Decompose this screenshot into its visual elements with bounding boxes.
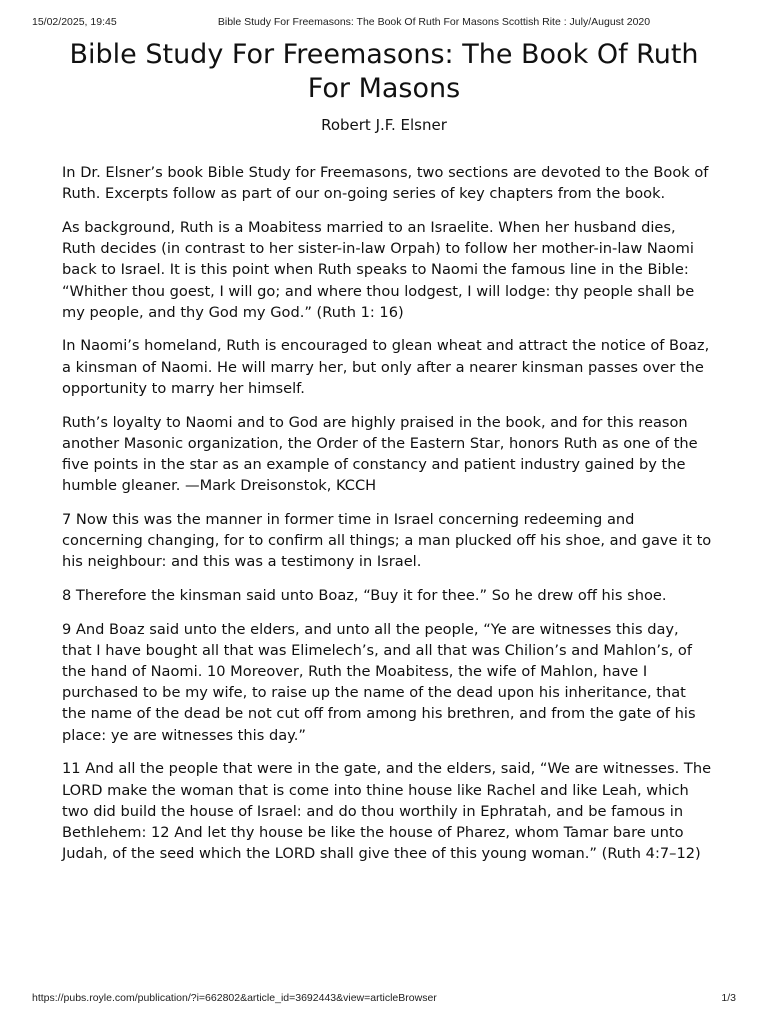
article-author: Robert J.F. Elsner xyxy=(321,116,447,134)
print-footer xyxy=(32,992,736,1006)
article-paragraph: Ruth’s loyalty to Naomi and to God are highly praised in the book, and for this reason another Masonic organization, the Order of the Eastern Star, honors Ruth as one of the five points in the star as an example of constancy and patient industry gained by the humble gleaner. —Mark Dreisonstok, KCCH xyxy=(62,413,698,495)
article-paragraph: 11 And all the people that were in the gate, and the elders, said, “We are witnesses. The LORD make the woman that is come into thine house like Rachel and like Leah, which two did build the house of Israel: and do thou worthily in Ephratah, and be famous in Bethlehem: 12 And let thy house be like the house of Pharez, whom Tamar bare unto Judah, of the seed which the LORD shall give thee of this young woman.” (Ruth 4:7–12) xyxy=(62,760,712,863)
print-header xyxy=(32,16,736,30)
article-paragraph: In Naomi’s homeland, Ruth is encouraged to glean wheat and attract the notice of Boaz, a kinsman of Naomi. He will marry her, but only after a nearer kinsman passes over the opportunity to marry her himself. xyxy=(62,337,710,397)
print-datetime: 15/02/2025, 19:45 xyxy=(32,16,117,28)
article-paragraph: In Dr. Elsner’s book Bible Study for Freemasons, two sections are devoted to the Book of Ruth. Excerpts follow as part of our on-going series of key chapters from the book. xyxy=(62,164,709,203)
article-title: Bible Study For Freemasons: The Book Of Ruth For Masons xyxy=(69,39,699,104)
article-body xyxy=(62,162,712,877)
print-page-title: Bible Study For Freemasons: The Book Of Ruth For Masons Scottish Rite : July/August 2020 xyxy=(217,16,651,28)
article-paragraph: 7 Now this was the manner in former time in Israel concerning redeeming and concerning changing, for to confirm all things; a man plucked off his shoe, and gave it to his neighbour: and this was a testimony in Israel. xyxy=(62,510,712,571)
page-number: 1/3 xyxy=(721,992,736,1004)
print-url: https://pubs.royle.com/publication/?i=662802&article_id=3692443&view=articleBrowser xyxy=(32,992,437,1004)
article-paragraph: 9 And Boaz said unto the elders, and unto all the people, “Ye are witnesses this day, that I have bought all that was Elimelech’s, and all that was Chilion’s and Mahlon’s, of the hand of Naomi. 10 Moreover, Ruth the Moabitess, the wife of Mahlon, have I purchased to be my wife, to raise up the name of the dead upon his inheritance, that the name of the dead be not cut off from among his brethren, and from the gate of his place: ye are witnesses this day.” xyxy=(62,620,696,744)
article-paragraph: 8 Therefore the kinsman said unto Boaz, “Buy it for thee.” So he drew off his shoe. xyxy=(62,586,667,604)
article-paragraph: As background, Ruth is a Moabitess married to an Israelite. When her husband dies, Ruth decides (in contrast to her sister-in-law Orpah) to follow her mother-in-law Naomi back to Israel. It is this point when Ruth speaks to Naomi the famous line in the Bible: “Whither thou goest, I will go; and where thou lodgest, I will lodge: thy people shall be my people, and thy God my God.” (Ruth 1: 16) xyxy=(62,218,695,321)
